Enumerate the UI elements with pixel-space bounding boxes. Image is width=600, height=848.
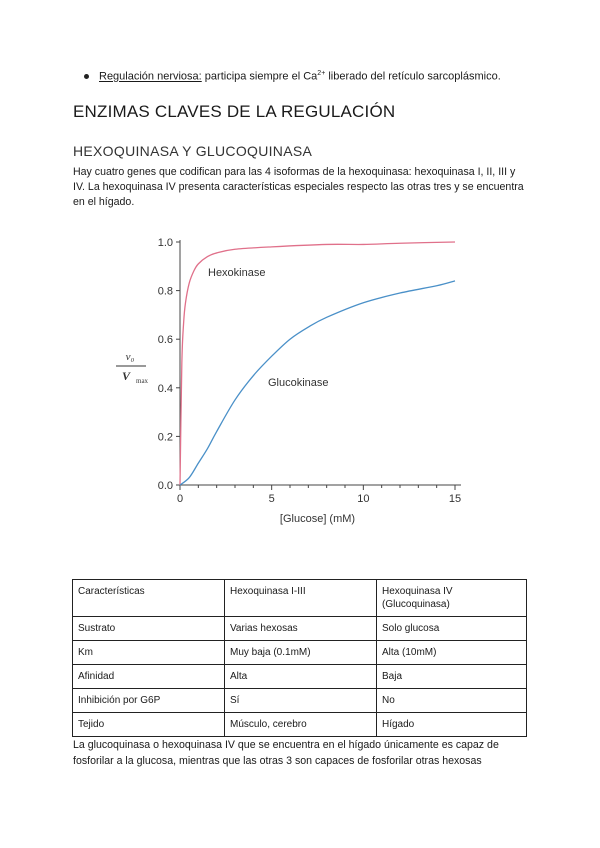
chart-plot-area xyxy=(116,237,461,525)
table-cell: Tejido xyxy=(73,713,225,737)
table-cell: Alta (10mM) xyxy=(377,641,527,665)
y-tick-label: 0.2 xyxy=(157,431,173,444)
table-header-row xyxy=(73,580,527,617)
table-header-cell: Hexoquinasa I-III xyxy=(225,580,377,617)
bullet-dot xyxy=(84,74,89,79)
table-header-cell: Características xyxy=(73,580,225,617)
table-row xyxy=(73,665,527,689)
subsection-title: HEXOQUINASA Y GLUCOQUINASA xyxy=(73,143,313,159)
y-tick-label: 1.0 xyxy=(157,237,173,249)
table-cell: No xyxy=(377,689,527,713)
table-header-cell: Hexoquinasa IV (Glucoquinasa) xyxy=(377,580,527,617)
y-tick-label: 0.4 xyxy=(157,382,173,395)
x-axis-label: [Glucose] (mM) xyxy=(279,513,356,525)
x-tick-label: 15 xyxy=(448,493,462,505)
table-cell: Varias hexosas xyxy=(225,617,377,641)
table-row xyxy=(73,617,527,641)
table-cell: Alta xyxy=(225,665,377,689)
table-cell: Baja xyxy=(377,665,527,689)
y-axis-label-denominator: V xyxy=(121,369,131,383)
y-axis-label-subscript: max xyxy=(136,377,149,385)
bullet-text: participa siempre el Ca xyxy=(201,70,318,83)
x-tick-label: 0 xyxy=(176,493,184,505)
closing-paragraph: La glucoquinasa o hexoquinasa IV que se encuentra en el hígado únicamente es capaz de fosforilar a la glucosa, mientras que las otras 3 son capaces de fosforilar otras hexosas xyxy=(73,739,499,767)
series-label: Hexokinase xyxy=(208,267,266,279)
table-cell: Sustrato xyxy=(73,617,225,641)
table-cell: Solo glucosa xyxy=(377,617,527,641)
table-cell: Sí xyxy=(225,689,377,713)
x-tick-label: 5 xyxy=(268,493,275,505)
table-row xyxy=(73,713,527,737)
table-cell: Muy baja (0.1mM) xyxy=(225,641,377,665)
table-cell: Inhibición por G6P xyxy=(73,689,225,713)
comparison-table xyxy=(72,579,527,737)
table-cell: Km xyxy=(73,641,225,665)
bullet-term: Regulación nerviosa: xyxy=(99,70,202,83)
y-axis-label-numerator: v₀ xyxy=(125,351,135,363)
comparison-table-body xyxy=(73,580,527,737)
series-label: Glucokinase xyxy=(268,377,329,389)
bullet-text-end: liberado del retículo sarcoplásmico. xyxy=(325,70,501,83)
table-cell: Hígado xyxy=(377,713,527,737)
table-row xyxy=(73,689,527,713)
intro-paragraph: Hay cuatro genes que codifican para las 4 isoformas de la hexoquinasa: hexoquinasa I, II, III y IV. La hexoquinasa IV presenta características especiales respecto las otras tres y se encuentra en el hígado. xyxy=(73,166,524,208)
bullet-superscript: 2+ xyxy=(317,70,326,77)
table-row xyxy=(73,641,527,665)
table-cell: Afinidad xyxy=(73,665,225,689)
y-tick-label: 0.6 xyxy=(157,334,173,347)
kinetics-chart xyxy=(100,225,480,535)
bullet-item xyxy=(84,70,501,83)
y-tick-label: 0.8 xyxy=(157,285,173,298)
x-tick-label: 10 xyxy=(357,493,370,505)
y-tick-label: 0.0 xyxy=(157,480,173,492)
table-cell: Músculo, cerebro xyxy=(225,713,377,737)
section-title: ENZIMAS CLAVES DE LA REGULACIÓN xyxy=(73,102,396,121)
